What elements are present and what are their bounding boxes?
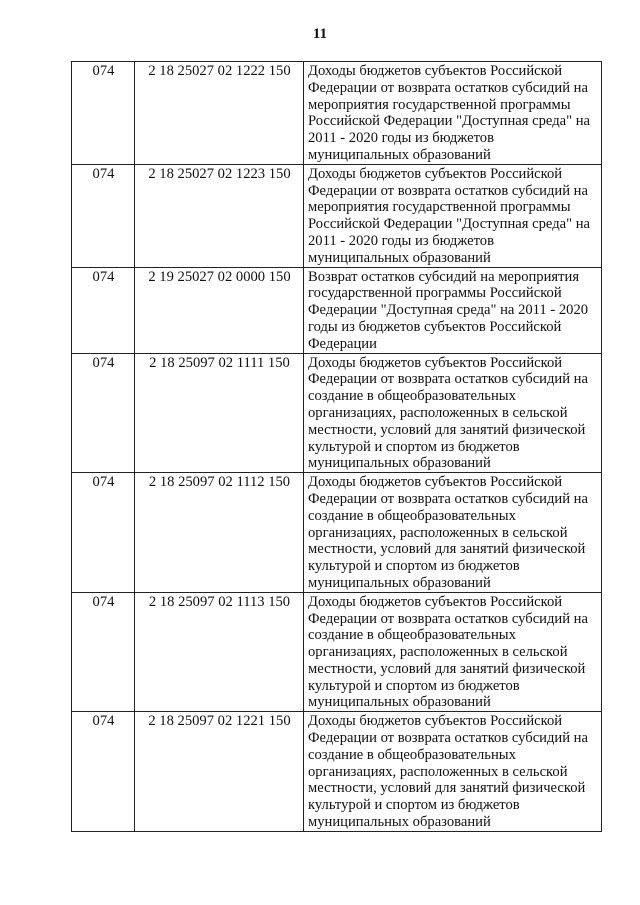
revenue-name-line: муниципальных образований <box>308 574 491 591</box>
revenue-name-line: Доходы бюджетов субъектов Российской <box>308 713 563 730</box>
admin-code-cell: 074 <box>72 62 135 165</box>
revenue-name-line: культурой и спортом из бюджетов <box>308 558 520 575</box>
revenue-name-line: годы из бюджетов субъектов Российской <box>308 318 562 335</box>
budget-classification-code-cell: 2 18 25097 02 1221 150 <box>135 712 304 832</box>
revenue-name-line: местности, условий для занятий физической <box>308 660 586 677</box>
revenue-name-line: местности, условий для занятий физической <box>308 541 586 558</box>
admin-code-cell: 074 <box>72 473 135 593</box>
admin-code-cell: 074 <box>72 267 135 353</box>
table-body <box>72 62 602 832</box>
admin-code-cell: 074 <box>72 164 135 267</box>
revenue-name-line: муниципальных образований <box>308 694 491 711</box>
revenue-name-line: государственной программы Российской <box>308 285 562 302</box>
revenue-name-line: Российской Федерации "Доступная среда" на <box>308 113 590 130</box>
admin-code-cell: 074 <box>72 592 135 712</box>
revenue-name-line: создание в общеобразовательных <box>308 388 516 405</box>
table-row <box>72 712 602 832</box>
budget-classification-code-cell: 2 18 25097 02 1112 150 <box>135 473 304 593</box>
revenue-name-line: муниципальных образований <box>308 455 491 472</box>
revenue-name-cell <box>304 712 602 832</box>
revenue-name-line: культурой и спортом из бюджетов <box>308 797 520 814</box>
revenue-name-line: Федерации от возврата остатков субсидий на <box>308 490 588 507</box>
revenue-name-line: мероприятия государственной программы <box>308 96 571 113</box>
revenue-name-line: Федерации от возврата остатков субсидий на <box>308 610 588 627</box>
table-row <box>72 473 602 593</box>
revenue-name-line: муниципальных образований <box>308 146 491 163</box>
revenue-name-line: местности, условий для занятий физической <box>308 421 586 438</box>
table-row <box>72 62 602 165</box>
revenue-name-line: Доходы бюджетов субъектов Российской <box>308 593 563 610</box>
revenue-name-line: Федерации от возврата остатков субсидий на <box>308 79 588 96</box>
revenue-name-line: муниципальных образований <box>308 249 491 266</box>
revenue-name-line: Российской Федерации "Доступная среда" на <box>308 216 590 233</box>
budget-classification-code-cell: 2 19 25027 02 0000 150 <box>135 267 304 353</box>
revenue-name-line: 2011 - 2020 годы из бюджетов <box>308 130 494 147</box>
revenue-name-line: Федерации "Доступная среда" на 2011 - 2020 <box>308 302 589 319</box>
revenue-name-line: Доходы бюджетов субъектов Российской <box>308 165 563 182</box>
revenue-name-line: организациях, расположенных в сельской <box>308 644 568 661</box>
budget-classification-code-cell: 2 18 25097 02 1111 150 <box>135 353 304 473</box>
revenue-name-line: Федерации <box>308 335 377 352</box>
revenue-name-line: создание в общеобразовательных <box>308 627 516 644</box>
revenue-name-line: Федерации от возврата остатков субсидий на <box>308 182 588 199</box>
budget-classification-code-cell: 2 18 25027 02 1223 150 <box>135 164 304 267</box>
revenue-name-line: муниципальных образований <box>308 814 491 831</box>
revenue-name-line: организациях, расположенных в сельской <box>308 763 568 780</box>
table-row <box>72 164 602 267</box>
table-row <box>72 353 602 473</box>
admin-code-cell: 074 <box>72 712 135 832</box>
revenue-name-line: организациях, расположенных в сельской <box>308 404 568 421</box>
admin-code-cell: 074 <box>72 353 135 473</box>
budget-code-table <box>71 61 602 832</box>
table-row <box>72 267 602 353</box>
revenue-name-cell <box>304 267 602 353</box>
revenue-name-line: Доходы бюджетов субъектов Российской <box>308 63 563 79</box>
revenue-name-cell <box>304 592 602 712</box>
revenue-name-line: организациях, расположенных в сельской <box>308 524 568 541</box>
revenue-name-line: Доходы бюджетов субъектов Российской <box>308 474 563 491</box>
revenue-name-line: создание в общеобразовательных <box>308 746 516 763</box>
revenue-name-line: культурой и спортом из бюджетов <box>308 677 520 694</box>
budget-classification-code-cell: 2 18 25097 02 1113 150 <box>135 592 304 712</box>
revenue-name-line: Возврат остатков субсидий на мероприятия <box>308 268 580 285</box>
revenue-name-line: мероприятия государственной программы <box>308 199 571 216</box>
revenue-name-line: 2011 - 2020 годы из бюджетов <box>308 232 494 249</box>
revenue-name-cell <box>304 473 602 593</box>
page-number: 11 <box>312 26 328 42</box>
table-row <box>72 592 602 712</box>
revenue-name-cell <box>304 353 602 473</box>
budget-classification-code-cell: 2 18 25027 02 1222 150 <box>135 62 304 165</box>
revenue-name-line: Доходы бюджетов субъектов Российской <box>308 354 563 371</box>
revenue-name-line: Федерации от возврата остатков субсидий на <box>308 730 588 747</box>
revenue-name-cell <box>304 164 602 267</box>
revenue-name-cell <box>304 62 602 165</box>
revenue-name-line: местности, условий для занятий физической <box>308 780 586 797</box>
revenue-name-line: Федерации от возврата остатков субсидий на <box>308 371 588 388</box>
revenue-name-line: культурой и спортом из бюджетов <box>308 438 520 455</box>
revenue-name-line: создание в общеобразовательных <box>308 507 516 524</box>
